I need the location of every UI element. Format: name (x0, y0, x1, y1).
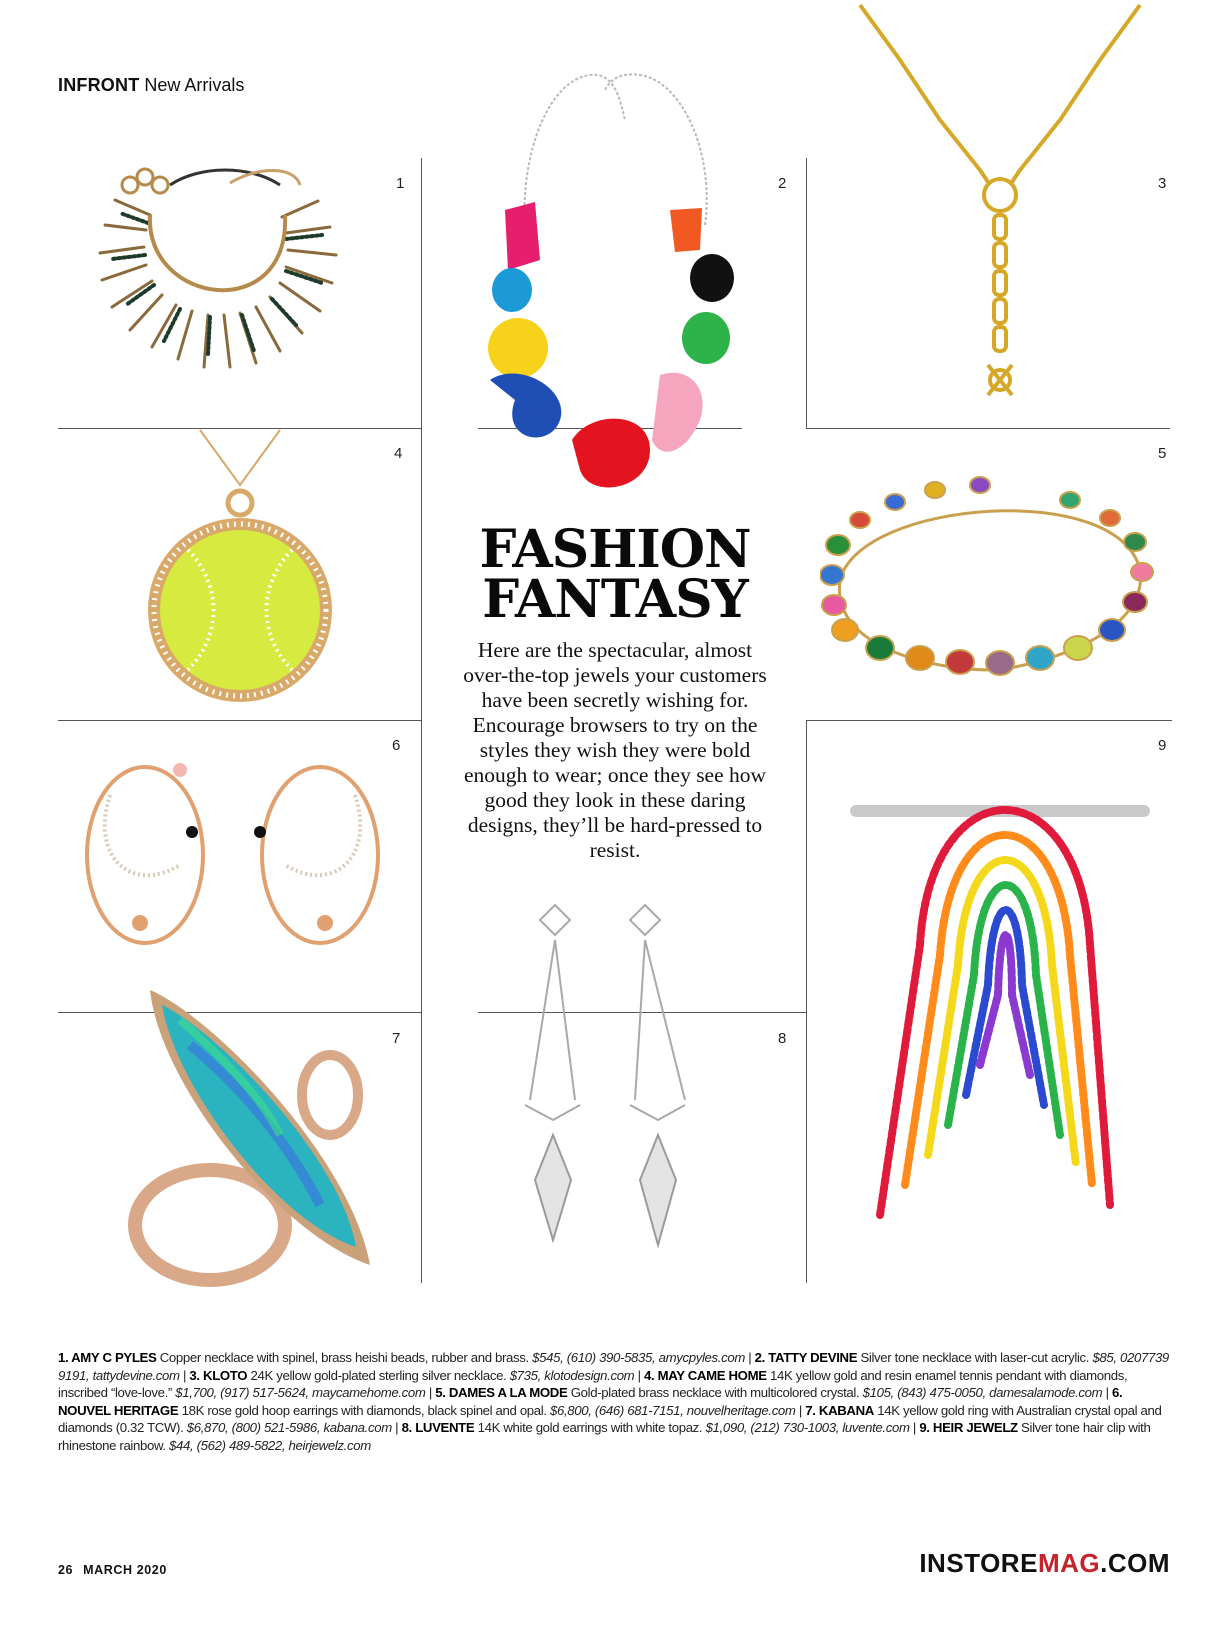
credit-info: $6,800, (646) 681-7151, nouvelheritage.com (549, 1402, 796, 1418)
credit-desc: 18K rose gold hoop earrings with diamonds, black spinel and opal. (178, 1402, 550, 1418)
item-number: 3 (1158, 175, 1167, 192)
subsection-name: New Arrivals (144, 75, 245, 95)
credit-info: $735, klotodesign.com (509, 1367, 635, 1383)
item-number: 1 (396, 175, 405, 192)
item-number: 7 (392, 1030, 401, 1047)
credit-brand: 6. NOUVEL HERITAGE (58, 1385, 1123, 1418)
credit-info: $105, (843) 475-0050, damesalamode.com (862, 1385, 1103, 1401)
site-name-c: .COM (1100, 1548, 1170, 1578)
section-header (58, 75, 244, 96)
credit-desc: 14K yellow gold ring with Australian crystal opal and diamonds (0.32 TCW). (58, 1402, 1162, 1436)
site-link[interactable] (919, 1548, 1170, 1579)
grid-divider (806, 720, 807, 1283)
credit-brand: 4. MAY CAME HOME (644, 1367, 767, 1383)
credit-brand: 3. KLOTO (189, 1367, 248, 1383)
credit-brand: 9. HEIR JEWELZ (919, 1420, 1018, 1436)
item-number: 9 (1158, 737, 1167, 754)
acrylic-necklace-icon (480, 60, 745, 520)
grid-divider (58, 720, 422, 721)
item-number: 6 (392, 737, 401, 754)
grid-divider (806, 158, 807, 428)
credit-brand: 1. AMY C PYLES (58, 1350, 157, 1365)
credit-desc: Silver tone necklace with laser-cut acrylic. (857, 1350, 1093, 1365)
credit-info: $6,870, (800) 521-5986, kabana.com (186, 1420, 392, 1436)
item-number: 2 (778, 175, 787, 192)
credit-desc: 14K yellow gold and resin enamel tennis pendant with diamonds, inscribed “love-love.” (58, 1367, 1128, 1401)
site-name-a: INSTORE (919, 1548, 1038, 1578)
issue-date: MARCH 2020 (83, 1563, 167, 1577)
feature-deck: Here are the spectacular, almost over-the-top jewels your customers have been secretly wishing for. Encourage browsers to try on the styles they wish they were bold enough to wear; once they see how good they look in these daring designs, they’ll be hard-pressed to resist. (463, 638, 767, 862)
credit-brand: 7. KABANA (805, 1402, 874, 1418)
gold-lariat-icon (840, 0, 1160, 420)
section-name: INFRONT (58, 75, 140, 95)
page-folio (58, 1563, 177, 1577)
grid-divider (806, 428, 1170, 429)
grid-divider (806, 720, 1172, 721)
site-name-b: MAG (1037, 1548, 1101, 1578)
credit-desc: Gold-plated brass necklace with multicolored crystal. (567, 1385, 863, 1401)
page-number: 26 (58, 1563, 74, 1577)
credit-info: $1,090, (212) 730-1003, luvente.com (705, 1420, 910, 1436)
credit-desc: 24K yellow gold-plated sterling silver necklace. (247, 1367, 510, 1383)
item-number: 8 (778, 1030, 787, 1047)
credit-brand: 8. LUVENTE (401, 1420, 475, 1436)
credit-desc: Copper necklace with spinel, brass heishi beads, rubber and brass. (156, 1350, 533, 1365)
title-line: FASHION (479, 519, 751, 580)
product-credits: 1. AMY C PYLES Copper necklace with spinel, brass heishi beads, rubber and brass. $545, (610) 390-5835, amycpyles.com | 2. TATTY DEVINE Silver tone necklace with laser-cut acrylic. $85, 0207739 9191, tattydevine.com | 3. KLOTO 24K yellow gold-plated sterling silver necklace. $735, klotodesign.com | 4. MAY CAME HOME 14K yellow gold and resin enamel tennis pendant with diamonds, inscribed “love-love.” $1,700, (917) 517-5624, maycamehome.com | 5. DAMES A LA MODE Gold-plated brass necklace with multicolored crystal. $105, (843) 475-0050, damesalamode.com | 6. NOUVEL HERITAGE 18K rose gold hoop earrings with diamonds, black spinel and opal. $6,800, (646) 681-7151, nouvelheritage.com | 7. KABANA 14K yellow gold ring with Australian crystal opal and diamonds (0.32 TCW). $6,870, (800) 521-5986, kabana.com | 8. LUVENTE 14K white gold earrings with white topaz. $1,090, (212) 730-1003, luvente.com | 9. HEIR JEWELZ Silver tone hair clip with rhinestone rainbow. $44, (562) 489-5822, heirjewelz.com (58, 1350, 1169, 1453)
rainbow-clip-icon (840, 745, 1160, 1265)
item-number: 5 (1158, 445, 1167, 462)
opal-ring-icon (120, 985, 400, 1315)
item-number: 4 (394, 445, 403, 462)
crystal-collar-icon (820, 470, 1170, 690)
fringe-necklace-icon (90, 155, 370, 425)
credit-brand: 5. DAMES A LA MODE (435, 1385, 568, 1401)
feature-title (460, 519, 770, 630)
credit-info: $44, (562) 489-5822, heirjewelz.com (169, 1437, 371, 1453)
credit-info: $545, (610) 390-5835, amycpyles.com (532, 1350, 745, 1365)
title-line: FANTASY (482, 569, 748, 630)
credit-info: $1,700, (917) 517-5624, maycamehome.com (175, 1385, 426, 1401)
hoop-earrings-icon (70, 755, 400, 965)
credit-desc: Silver tone hair clip with rhinestone rainbow. (58, 1420, 1151, 1453)
credit-desc: 14K white gold earrings with white topaz. (474, 1420, 706, 1436)
credit-brand: 2. TATTY DEVINE (754, 1350, 858, 1365)
drop-earrings-icon (505, 900, 725, 1310)
credit-info: $85, 0207739 9191, tattydevine.com (58, 1350, 1169, 1383)
tennis-pendant-icon (140, 425, 340, 715)
